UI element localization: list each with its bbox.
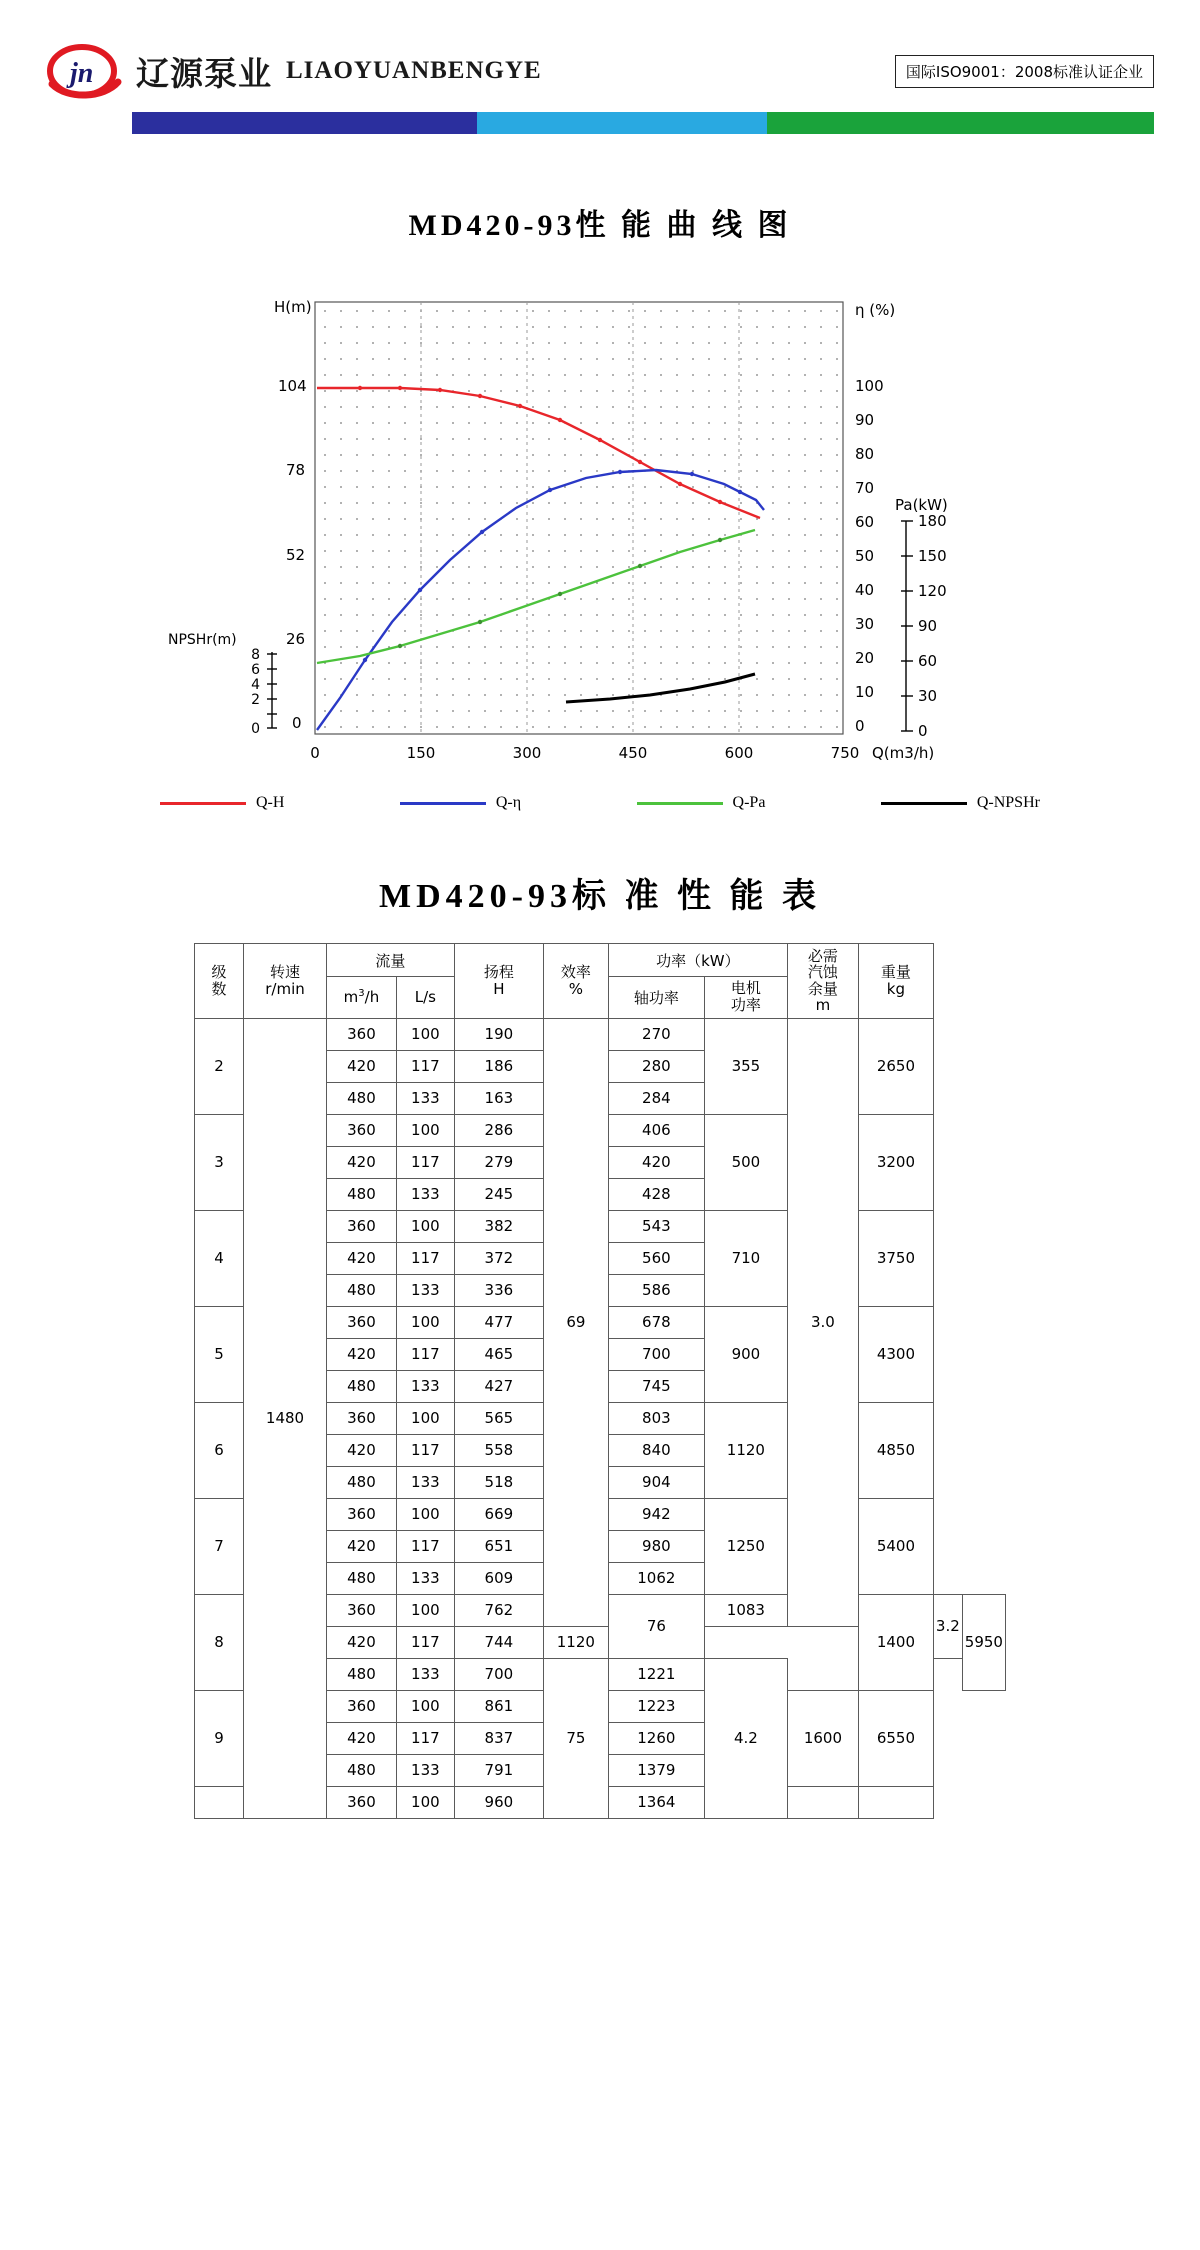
cell-head: 286 [454,1114,543,1146]
cell-head: 744 [454,1626,543,1658]
cell-m3h: 360 [327,1306,397,1338]
cell-m3h: 480 [327,1466,397,1498]
cell-m3h: 420 [327,1530,397,1562]
cell-m3h: 480 [327,1562,397,1594]
svg-text:2: 2 [251,692,260,708]
cell-head: 861 [454,1690,543,1722]
cell-shaft: 678 [608,1306,704,1338]
svg-text:120: 120 [918,582,947,600]
header-row [46,40,1154,102]
cell-head: 372 [454,1242,543,1274]
cell-motor: 1600 [787,1690,858,1786]
cell-shaft: 1083 [704,1594,787,1626]
svg-text:H(m): H(m) [274,298,312,316]
cell-stage [195,1786,244,1818]
svg-text:60: 60 [855,513,875,531]
cell-ls: 133 [396,1754,454,1786]
cell-weight: 5400 [858,1498,933,1594]
page-header [0,0,1200,134]
cell-ls: 117 [396,1722,454,1754]
svg-text:0: 0 [855,717,865,735]
cell-head: 279 [454,1146,543,1178]
performance-curve-chart [100,278,1100,811]
svg-text:70: 70 [855,479,875,497]
cell-head: 186 [454,1050,543,1082]
cell-ls: 133 [396,1082,454,1114]
svg-text:NPSHr(m): NPSHr(m) [168,632,237,648]
cell-stage: 2 [195,1018,244,1114]
cell-shaft: 428 [608,1178,704,1210]
header-bar-blue [132,112,477,134]
legend-item-qh [160,794,284,812]
cell-ls: 133 [396,1370,454,1402]
cell-head: 427 [454,1370,543,1402]
cell-motor: 710 [704,1210,787,1306]
table-head [195,944,1006,1019]
cell-head: 565 [454,1402,543,1434]
header-head: 扬程 H [454,944,543,1019]
cell-ls: 117 [396,1434,454,1466]
cell-ls: 117 [396,1146,454,1178]
cell-head: 700 [454,1658,543,1690]
cell-speed: 1480 [244,1018,327,1818]
svg-text:0: 0 [310,744,320,762]
performance-table [194,943,1006,1819]
legend-swatch-qpa [637,802,723,805]
header-bar-cyan [477,112,767,134]
cell-m3h: 360 [327,1786,397,1818]
cell-ls: 133 [396,1658,454,1690]
cell-motor: 500 [704,1114,787,1210]
cell-m3h: 480 [327,1370,397,1402]
svg-text:150: 150 [918,547,947,565]
cell-npsh: 4.2 [704,1658,787,1818]
cell-ls: 133 [396,1466,454,1498]
cell-head: 382 [454,1210,543,1242]
cell-head: 960 [454,1786,543,1818]
cell-m3h: 360 [327,1594,397,1626]
svg-text:η (%): η (%) [855,301,896,319]
cell-ls: 133 [396,1274,454,1306]
cell-head: 518 [454,1466,543,1498]
legend-swatch-qeta [400,802,486,805]
cell-m3h: 420 [327,1242,397,1274]
header-color-bar [132,112,1154,134]
header-motor-power: 电机 功率 [704,977,787,1019]
cell-stage: 6 [195,1402,244,1498]
svg-text:0: 0 [292,714,302,732]
table-title: MD420-93标 准 性 能 表 [379,878,821,915]
cell-head: 245 [454,1178,543,1210]
cell-m3h: 360 [327,1210,397,1242]
cell-m3h: 360 [327,1114,397,1146]
cell-motor: 900 [704,1306,787,1402]
legend-label-qnpshr: Q-NPSHr [976,794,1040,811]
cell-shaft: 1120 [543,1626,608,1658]
header-speed: 转速 r/min [244,944,327,1019]
cell-weight: 5950 [962,1594,1005,1690]
cell-ls: 117 [396,1050,454,1082]
cell-weight: 3750 [858,1210,933,1306]
cell-shaft: 406 [608,1114,704,1146]
header-npsh: 必需 汽蚀 余量 m [787,944,858,1019]
cell-motor: 355 [704,1018,787,1114]
cell-head: 558 [454,1434,543,1466]
cell-head: 651 [454,1530,543,1562]
svg-text:600: 600 [724,744,754,762]
chart-legend [160,794,1040,812]
cell-head: 190 [454,1018,543,1050]
cell-head: 669 [454,1498,543,1530]
legend-item-qpa [637,794,766,812]
cell-stage: 7 [195,1498,244,1594]
cell-ls: 100 [396,1786,454,1818]
cell-m3h: 420 [327,1626,397,1658]
cell-shaft: 803 [608,1402,704,1434]
cell-m3h: 480 [327,1274,397,1306]
header-stages: 级 数 [195,944,244,1019]
cell-ls: 117 [396,1242,454,1274]
cell-m3h: 480 [327,1178,397,1210]
cell-weight: 4300 [858,1306,933,1402]
cell-motor: 1250 [704,1498,787,1594]
cell-weight [858,1786,933,1818]
cell-shaft: 700 [608,1338,704,1370]
cell-ls: 100 [396,1114,454,1146]
svg-text:40: 40 [855,581,875,599]
legend-label-qeta: Q-η [495,794,522,811]
cell-ls: 100 [396,1210,454,1242]
legend-item-qeta [400,794,521,812]
cell-head: 791 [454,1754,543,1786]
chart-svg [100,278,1100,788]
cell-ls: 100 [396,1402,454,1434]
svg-text:0: 0 [918,722,928,740]
cell-ls: 133 [396,1562,454,1594]
table-body [195,1018,1006,1818]
cell-ls: 100 [396,1306,454,1338]
cell-weight: 3200 [858,1114,933,1210]
svg-text:80: 80 [855,445,875,463]
table-header-row-1 [195,944,1006,977]
cell-shaft: 980 [608,1530,704,1562]
cell-shaft: 1223 [608,1690,704,1722]
legend-swatch-qnpshr [881,802,967,805]
legend-item-qnpshr [881,794,1040,812]
cell-shaft: 904 [608,1466,704,1498]
cell-ls: 100 [396,1690,454,1722]
cell-shaft: 1260 [608,1722,704,1754]
cell-shaft: 1379 [608,1754,704,1786]
svg-text:90: 90 [855,411,875,429]
header-power: 功率（kW） [608,944,787,977]
cell-shaft: 1221 [608,1658,704,1690]
cell-efficiency: 75 [543,1658,608,1818]
cell-shaft: 543 [608,1210,704,1242]
svg-text:Pa(kW): Pa(kW) [895,496,948,514]
brand-name-en: LIAOYUANBENGYE [286,57,542,84]
cell-shaft: 942 [608,1498,704,1530]
svg-text:30: 30 [918,687,938,705]
svg-text:180: 180 [918,512,947,530]
cell-head: 336 [454,1274,543,1306]
svg-text:20: 20 [855,649,875,667]
cell-shaft: 270 [608,1018,704,1050]
svg-text:100: 100 [855,377,884,395]
header-flow: 流量 [327,944,455,977]
cell-m3h: 420 [327,1050,397,1082]
legend-label-qh: Q-H [256,794,285,811]
cell-weight: 2650 [858,1018,933,1114]
cell-shaft: 586 [608,1274,704,1306]
company-monogram-icon [46,40,126,102]
cell-npsh: 3.0 [787,1018,858,1626]
svg-text:26: 26 [286,630,306,648]
cell-head: 477 [454,1306,543,1338]
header-flow-m3h: $m^3/h$ [327,977,397,1019]
cell-m3h: 480 [327,1082,397,1114]
cell-ls: 117 [396,1530,454,1562]
cell-shaft: 280 [608,1050,704,1082]
svg-text:300: 300 [512,744,542,762]
svg-text:750: 750 [830,744,860,762]
cell-m3h: 360 [327,1402,397,1434]
cell-shaft: 1062 [608,1562,704,1594]
header-efficiency: 效率 % [543,944,608,1019]
cell-m3h: 480 [327,1754,397,1786]
svg-text:104: 104 [278,377,307,395]
svg-text:jn: jn [70,58,94,89]
cell-efficiency: 76 [608,1594,704,1658]
cell-head: 163 [454,1082,543,1114]
header-bar-green [767,112,1154,134]
chart-title: MD420-93性 能 曲 线 图 [408,209,792,242]
svg-text:0: 0 [251,721,260,737]
cell-m3h: 420 [327,1338,397,1370]
cell-head: 837 [454,1722,543,1754]
svg-text:50: 50 [855,547,875,565]
cell-ls: 117 [396,1338,454,1370]
cell-ls: 100 [396,1498,454,1530]
cell-m3h: 480 [327,1658,397,1690]
svg-text:Q(m3/h): Q(m3/h) [872,744,935,762]
cell-ls: 100 [396,1018,454,1050]
cell-stage: 8 [195,1594,244,1690]
cell-m3h: 360 [327,1018,397,1050]
cell-stage: 5 [195,1306,244,1402]
cell-shaft: 1364 [608,1786,704,1818]
cell-ls: 117 [396,1626,454,1658]
cell-motor: 1120 [704,1402,787,1498]
cell-weight: 6550 [858,1690,933,1786]
certification-badge: 国际ISO9001：2008标准认证企业 [895,55,1154,88]
cell-shaft: 420 [608,1146,704,1178]
brand-name-cn: 辽源泵业 [136,53,272,93]
cell-head: 609 [454,1562,543,1594]
cell-shaft: 840 [608,1434,704,1466]
header-shaft-power: 轴功率 [608,977,704,1019]
cell-shaft: 745 [608,1370,704,1402]
cell-stage: 4 [195,1210,244,1306]
cell-m3h: 360 [327,1498,397,1530]
cell-efficiency: 69 [543,1018,608,1626]
cell-shaft: 560 [608,1242,704,1274]
cell-motor: 1400 [858,1594,933,1690]
table-row [195,1018,1006,1050]
cell-stage: 9 [195,1690,244,1786]
cell-npsh: 3.2 [933,1594,962,1658]
cell-weight: 4850 [858,1402,933,1498]
legend-swatch-qh [160,802,246,805]
header-weight: 重量 kg [858,944,933,1019]
svg-text:6: 6 [251,662,260,678]
svg-text:4: 4 [251,677,260,693]
legend-label-qpa: Q-Pa [732,794,766,811]
svg-text:450: 450 [618,744,648,762]
cell-stage: 3 [195,1114,244,1210]
cell-ls: 133 [396,1178,454,1210]
cell-head: 762 [454,1594,543,1626]
cell-m3h: 420 [327,1146,397,1178]
cell-m3h: 360 [327,1690,397,1722]
svg-text:52: 52 [286,546,306,564]
cell-head: 465 [454,1338,543,1370]
svg-text:78: 78 [286,461,306,479]
svg-text:10: 10 [855,683,875,701]
svg-text:30: 30 [855,615,875,633]
cell-m3h: 420 [327,1722,397,1754]
cell-m3h: 420 [327,1434,397,1466]
svg-text:90: 90 [918,617,938,635]
svg-text:150: 150 [406,744,436,762]
cell-shaft: 284 [608,1082,704,1114]
svg-text:8: 8 [251,647,260,663]
cell-motor [787,1786,858,1818]
cell-ls: 100 [396,1594,454,1626]
header-flow-ls: L/s [396,977,454,1019]
svg-text:60: 60 [918,652,938,670]
